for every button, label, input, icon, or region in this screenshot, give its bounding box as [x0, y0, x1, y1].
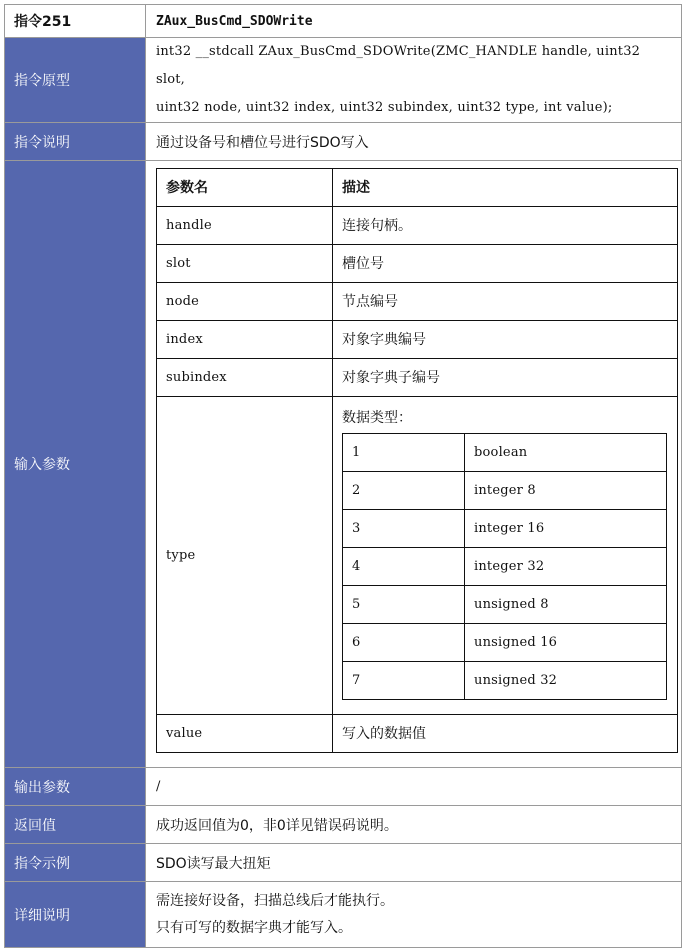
- returns-text: 成功返回值为0，非0详见错误码说明。: [146, 806, 682, 844]
- parameter-description: 槽位号: [333, 244, 678, 282]
- data-type-name: unsigned 32: [465, 661, 667, 699]
- inputs-label: 输入参数: [5, 161, 146, 768]
- data-type-row: [343, 623, 667, 661]
- data-type-code: 5: [343, 585, 465, 623]
- column-header-name: 参数名: [157, 168, 333, 206]
- data-type-name: integer 32: [465, 547, 667, 585]
- parameter-row: [157, 714, 678, 752]
- details-text: [146, 882, 682, 948]
- prototype-row: [5, 38, 682, 123]
- parameter-description: 对象字典编号: [333, 320, 678, 358]
- column-header-description: 描述: [333, 168, 678, 206]
- data-type-row: [343, 547, 667, 585]
- parameter-description: 写入的数据值: [333, 714, 678, 752]
- outputs-label: 输出参数: [5, 768, 146, 806]
- parameter-name: node: [157, 282, 333, 320]
- data-type-row: [343, 433, 667, 471]
- data-type-name: unsigned 16: [465, 623, 667, 661]
- example-label: 指令示例: [5, 844, 146, 882]
- details-row: [5, 882, 682, 948]
- parameter-row: [157, 320, 678, 358]
- instruction-table: [4, 4, 682, 948]
- parameter-name: index: [157, 320, 333, 358]
- details-line-2: 只有可写的数据字典才能写入。: [156, 919, 352, 936]
- type-description: [333, 396, 678, 714]
- parameter-name: subindex: [157, 358, 333, 396]
- outputs-row: [5, 768, 682, 806]
- header-row: [5, 5, 682, 38]
- data-type-code: 2: [343, 471, 465, 509]
- prototype-line-1: int32 __stdcall ZAux_BusCmd_SDOWrite(ZMC_HANDLE handle, uint32 slot,: [156, 44, 641, 87]
- prototype-line-2: uint32 node, uint32 index, uint32 subindex, uint32 type, int value);: [156, 100, 613, 115]
- parameter-row: [157, 244, 678, 282]
- example-row: [5, 844, 682, 882]
- parameter-description: 对象字典子编号: [333, 358, 678, 396]
- parameter-name: handle: [157, 206, 333, 244]
- description-label: 指令说明: [5, 123, 146, 161]
- type-description-title: 数据类型：: [342, 409, 412, 426]
- function-name: ZAux_BusCmd_SDOWrite: [146, 5, 682, 38]
- example-text: SDO读写最大扭矩: [146, 844, 682, 882]
- data-type-row: [343, 471, 667, 509]
- returns-row: [5, 806, 682, 844]
- description-row: [5, 123, 682, 161]
- prototype-value: [146, 38, 682, 123]
- parameter-name: value: [157, 714, 333, 752]
- parameter-name: type: [157, 396, 333, 714]
- data-type-row: [343, 509, 667, 547]
- instruction-number: 指令251: [5, 5, 146, 38]
- type-parameter-row: [157, 396, 678, 714]
- data-type-name: unsigned 8: [465, 585, 667, 623]
- data-type-code: 4: [343, 547, 465, 585]
- data-type-row: [343, 585, 667, 623]
- parameter-name: slot: [157, 244, 333, 282]
- data-type-code: 3: [343, 509, 465, 547]
- prototype-label: 指令原型: [5, 38, 146, 123]
- outputs-text: /: [146, 768, 682, 806]
- parameter-row: [157, 206, 678, 244]
- parameter-header-row: [157, 168, 678, 206]
- instruction-document: [4, 4, 682, 948]
- parameter-table: [156, 168, 678, 753]
- data-type-code: 6: [343, 623, 465, 661]
- data-type-code: 7: [343, 661, 465, 699]
- inputs-row: [5, 161, 682, 768]
- data-type-name: integer 16: [465, 509, 667, 547]
- data-type-name: integer 8: [465, 471, 667, 509]
- data-type-name: boolean: [465, 433, 667, 471]
- description-text: 通过设备号和槽位号进行SDO写入: [146, 123, 682, 161]
- parameter-description: 连接句柄。: [333, 206, 678, 244]
- details-label: 详细说明: [5, 882, 146, 948]
- returns-label: 返回值: [5, 806, 146, 844]
- parameter-row: [157, 358, 678, 396]
- data-type-row: [343, 661, 667, 699]
- parameter-description: 节点编号: [333, 282, 678, 320]
- inputs-cell: [146, 161, 682, 768]
- data-type-code: 1: [343, 433, 465, 471]
- parameter-row: [157, 282, 678, 320]
- details-line-1: 需连接好设备，扫描总线后才能执行。: [156, 892, 394, 909]
- data-type-table: [342, 433, 667, 700]
